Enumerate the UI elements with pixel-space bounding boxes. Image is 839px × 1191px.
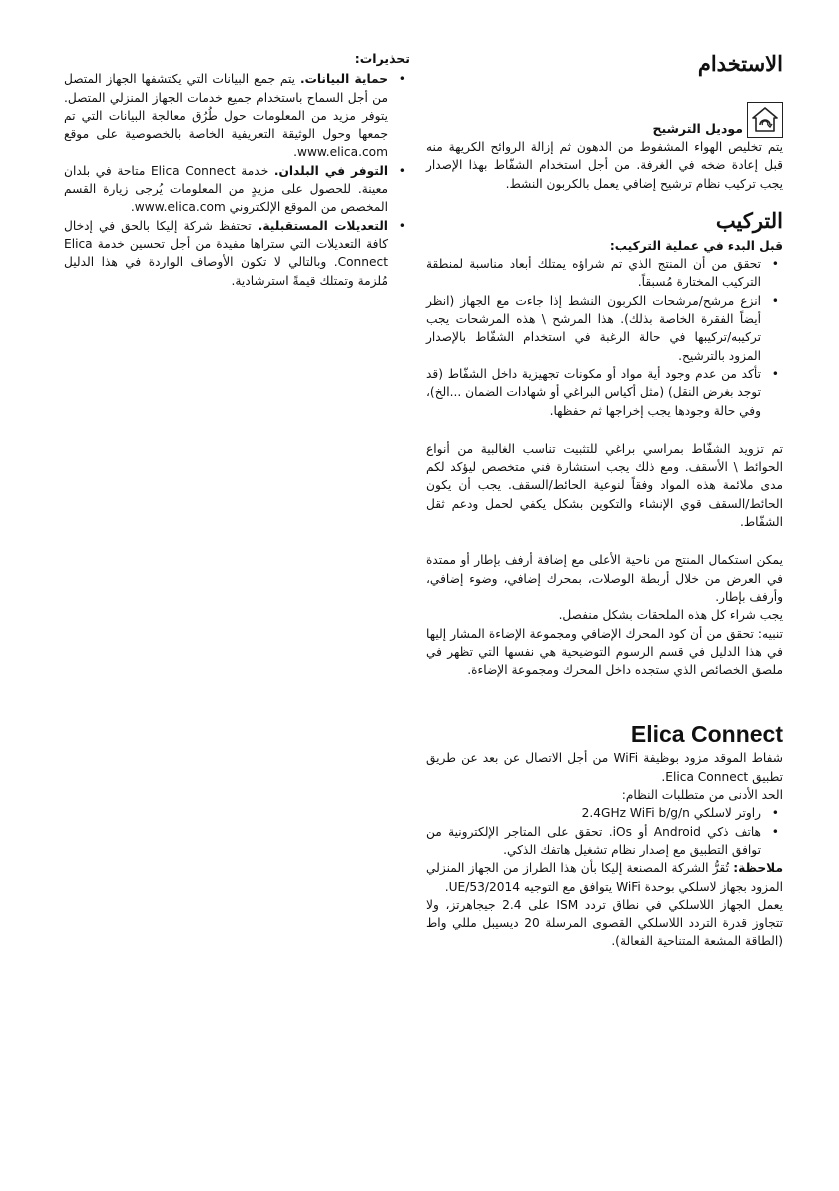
- radio-paragraph: يعمل الجهاز اللاسلكي في نطاق تردد ISM على 2.4 جيجاهرتز، ولا تتجاوز قدرة التردد اللاسلكي القصوى المرسلة 20 ديسيبل مللي واط (الطاقة المشعة المتناحية الفعالة).: [426, 897, 784, 949]
- list-item: • هاتف ذكي Android أو iOs. تحقق على المتاجر الإلكترونية من توافق التطبيق مع إصدار نظام تشغيل هاتفك الذكي.: [426, 823, 761, 860]
- mounting-paragraph: تم تزويد الشفّاط بمراسي براغي للتثبيت تناسب الغالبية من أنواع الحوائط \ الأسقف. ومع ذلك يجب استشارة فني متخصص ليؤكد لكم مدى ملائمة هذه المواد وفقاً لنوعية الحائط/السقف. يجب أن يكون الحائط/السقف قوي الإنشاء والتكوين بشكل يكفي لحمل ودعم ثقل الشفّاط.: [426, 441, 783, 530]
- note-text: تُقرُّ الشركة المصنعة إليكا بأن هذا الطراز من الجهاز المنزلي المزود بجهاز لاسلكي بوحدة WiFi يتوافق مع التوجيه UE/53/2014.: [426, 861, 783, 894]
- usage-title: الاستخدام: [697, 53, 783, 76]
- warnings-list: [64, 70, 410, 290]
- note-label: ملاحظة:: [733, 861, 783, 876]
- requirements-label: الحد الأدنى من متطلبات النظام:: [621, 788, 783, 803]
- list-item: • راوتر لاسلكي 2.4GHz WiFi b/g/n: [426, 804, 761, 822]
- notice-paragraph: تنبيه: تحقق من أن كود المحرك الإضافي ومجموعة الإضاءة المشار إليها في هذا الدليل في قسم الرسوم التوضيحية هي نفسها التي تظهر في ملصق الخصائص الذي ستجده داخل المحرك ومجموعة الإضاءة.: [426, 626, 783, 678]
- list-item: [64, 162, 388, 217]
- right-column: [426, 50, 783, 951]
- before-install-label: قبل البدء في عملية التركيب:: [609, 238, 783, 253]
- elica-connect-title: Elica Connect: [630, 721, 783, 748]
- left-column: [64, 50, 410, 290]
- list-item: • تأكد من عدم وجود أية مواد أو مكونات تجهيزية داخل الشفّاط (قد توجد بغرض النقل) (مثل أكياس البراغي أو شهادات الضمان ...الخ)، وفي حالة وجودها يجب إخراجها ثم حفظها.: [426, 365, 761, 420]
- warning-label: التوفر في البلدان.: [273, 163, 388, 178]
- filter-mode-title: موديل الترشيح: [652, 120, 743, 136]
- elica-intro: شفاط الموقد مزود بوظيفة WiFi من أجل الاتصال عن بعد عن طريق تطبيق Elica Connect.: [426, 751, 783, 784]
- filter-mode-header: [426, 102, 783, 138]
- list-item: [64, 70, 388, 161]
- installation-title: التركيب: [715, 209, 783, 233]
- compliance-note: [426, 859, 783, 896]
- warning-text: يتم جمع البيانات التي يكتشفها الجهاز المتصل من أجل السماح باستخدام جميع خدمات الجهاز المنزلي المتصل. يتوفر مزيد من المعلومات حول طُرُق معالجة البيانات التي تم جمعها وحول الوثيقة التعريفية الخاصة بالخصوصية على موقع www.elica.com.: [64, 72, 388, 160]
- requirements-list: [426, 804, 783, 859]
- list-item: • انزع مرشح/مرشحات الكربون النشط إذا جاءت مع الجهاز (انظر أيضاً الفقرة الخاصة بذلك). هذا المرشح \ هذه المرشحات يجب تركيبه/تركيبها في حالة الرغبة في استخدام الشفّاط بالإصدار المزود بالترشيح.: [426, 292, 761, 365]
- before-install-list: [426, 255, 783, 420]
- completion-paragraph: يمكن استكمال المنتج من ناحية الأعلى مع إضافة أرفف بإطار أو ممتدة في العرض من خلال أربطة الوصلات، بمحرك إضافي، وضوء إضافي، وأرفف بإطار.: [426, 553, 783, 604]
- warning-text: تحتفظ شركة إليكا بالحق في إدخال كافة التعديلات التي ستراها مفيدة من أجل تحسين خدمة Elica Connect. وبالتالي لا تكون الأوصاف الواردة في هذا الدليل مُلزمة وتمتلك قيمةً استرشادية.: [64, 218, 388, 288]
- warning-text: خدمة Elica Connect متاحة في بلدان معينة. للحصول على مزيدٍ من المعلومات يُرجى زيارة القسم المخصص من الموقع الإلكتروني www.elica.com.: [64, 163, 388, 215]
- filter-mode-text: يتم تخليص الهواء المشفوط من الدهون ثم إزالة الروائح الكريهة منه قبل إعادة ضخه في الغرفة. من أجل استخدام الشفّاط بهذا الإصدار يجب تركيب نظام ترشيح إضافي يعمل بالكربون النشط.: [426, 140, 783, 191]
- warnings-title: تحذيرات:: [354, 51, 410, 66]
- list-item: [64, 217, 388, 290]
- warning-label: حماية البيانات.: [299, 72, 388, 87]
- accessories-paragraph: يجب شراء كل هذه الملحقات بشكل منفصل.: [558, 608, 783, 623]
- list-item: • تحقق من أن المنتج الذي تم شراؤه يمتلك أبعاد مناسبة لمنطقة التركيب المختارة مُسبقاً.: [426, 255, 761, 292]
- warning-label: التعديلات المستقبلية.: [257, 218, 388, 233]
- filter-mode-icon: [747, 102, 783, 138]
